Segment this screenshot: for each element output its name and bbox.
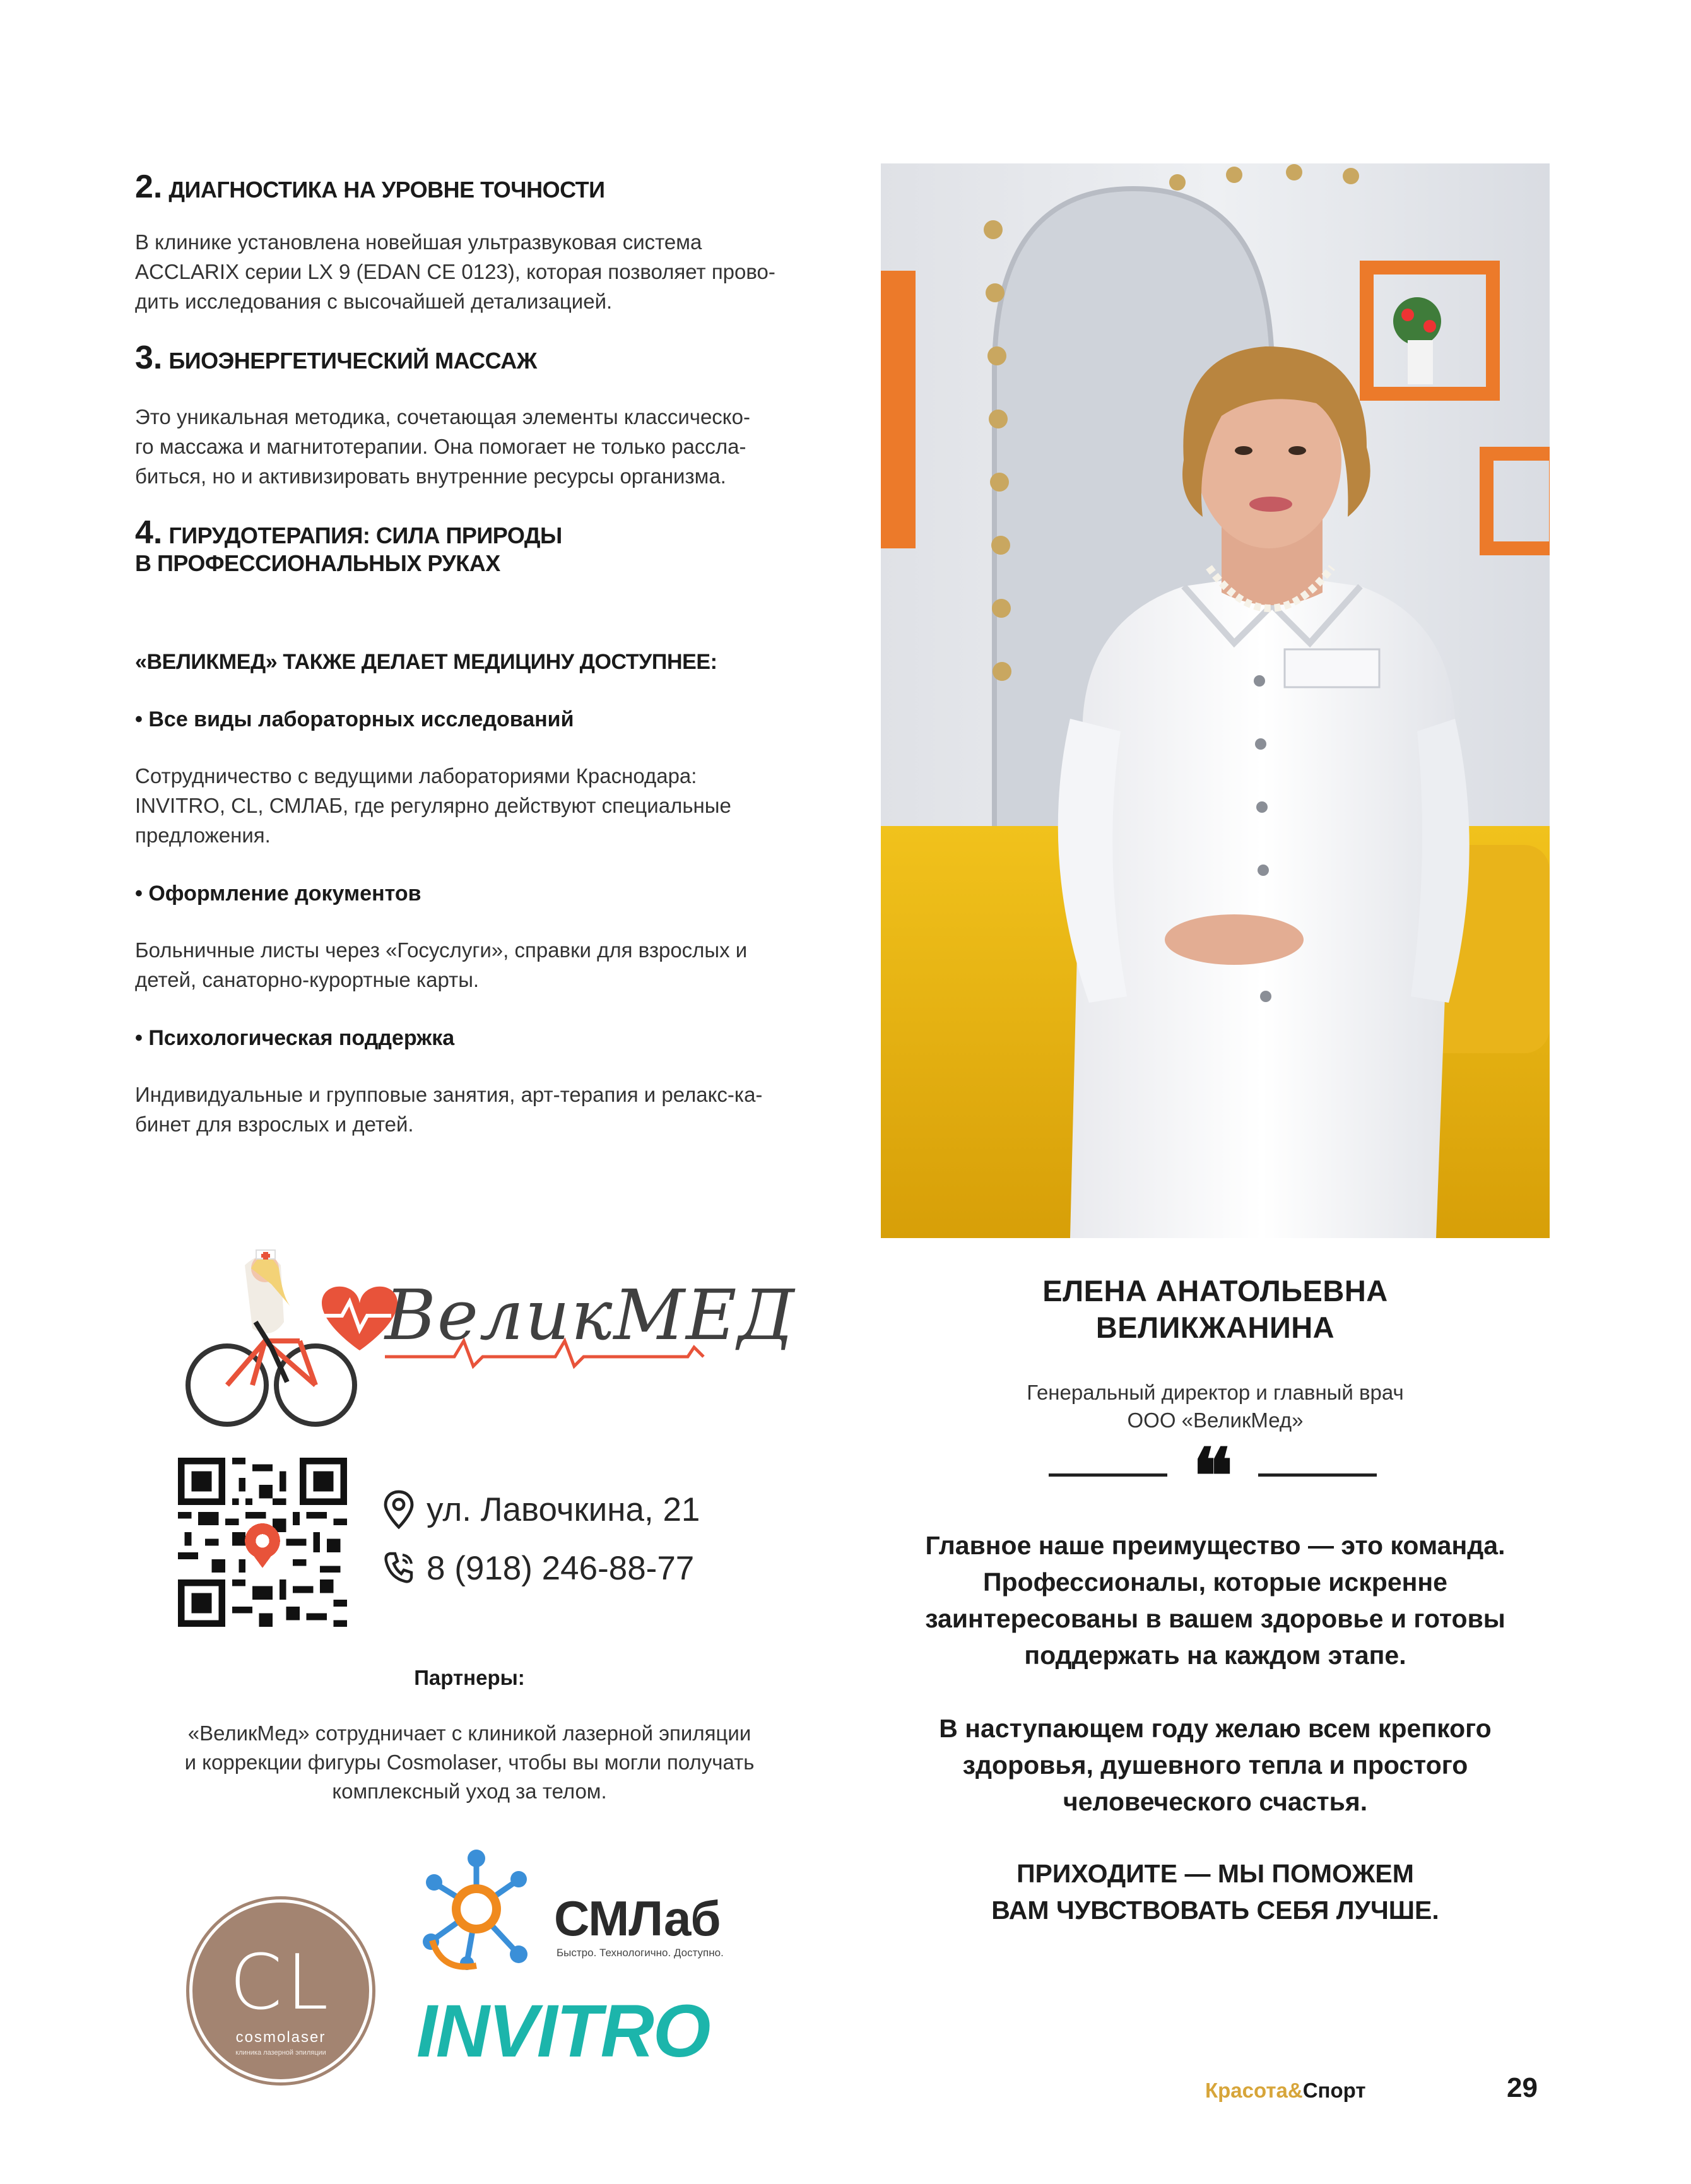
cosmolaser-letters: CL <box>229 1939 333 2027</box>
smlab-slogan: Быстро. Технологично. Доступно. <box>557 1947 724 1959</box>
magazine-brand <box>1205 2079 1366 2103</box>
address-text: ул. Лавочкина, 21 <box>427 1491 700 1528</box>
quote-paragraph-1 <box>881 1527 1550 1673</box>
nurse-bicycle-icon <box>188 1250 355 1424</box>
quote-paragraph-2 <box>881 1710 1550 1820</box>
invitro-logo: INVITRO <box>416 1990 710 2073</box>
quote-divider-left <box>1049 1473 1167 1477</box>
qr-code-icon <box>178 1458 347 1627</box>
smlab-molecule-icon <box>416 1846 536 1972</box>
text-line: Профессионалы, которые искренне <box>983 1567 1447 1597</box>
text-line: поддержать на каждом этапе. <box>1024 1641 1406 1670</box>
page-number: 29 <box>1507 2072 1538 2103</box>
text-line: ПРИХОДИТЕ — МЫ ПОМОЖЕМ <box>1016 1859 1414 1888</box>
text-line: Главное наше преимущество — это команда. <box>925 1531 1505 1560</box>
text-line: человеческого счастья. <box>1063 1787 1368 1816</box>
brand-part-1: Красота <box>1205 2079 1288 2102</box>
text-line: заинтересованы в вашем здоровье и готовы <box>925 1604 1505 1633</box>
partners-text <box>135 1719 804 1806</box>
text-line: дить исследования с высочайшей детализацией. <box>135 290 613 313</box>
phone-icon <box>382 1550 415 1585</box>
section-number: 4. <box>135 514 163 551</box>
doctor-name-line-1: ЕЛЕНА АНАТОЛЬЕВНА <box>1042 1274 1388 1307</box>
qr-code <box>178 1458 347 1627</box>
text-line: В наступающем году желаю всем крепкого <box>939 1714 1492 1743</box>
section-2-paragraph <box>135 227 804 316</box>
bullet-psy-text <box>135 1080 804 1139</box>
section-title: ДИАГНОСТИКА НА УРОВНЕ ТОЧНОСТИ <box>168 177 605 203</box>
text-line: ВАМ ЧУВСТВОВАТЬ СЕБЯ ЛУЧШЕ. <box>991 1896 1439 1925</box>
bullet-lab-text <box>135 761 804 850</box>
text-line: ACCLARIX серии LX 9 (EDAN CE 0123), которая позволяет прово- <box>135 260 775 283</box>
smlab-name: СМЛаб <box>554 1891 721 1946</box>
phone-text: 8 (918) 246-88-77 <box>427 1550 695 1587</box>
doctor-photo-illustration <box>881 163 1550 1238</box>
doctor-role <box>881 1379 1550 1434</box>
bullet-lab-title: • Все виды лабораторных исследований <box>135 707 574 731</box>
section-3-heading <box>135 341 804 374</box>
brand-ampersand: & <box>1287 2079 1303 2102</box>
section-title: БИОЭНЕРГЕТИЧЕСКИЙ МАССАЖ <box>168 348 537 374</box>
cosmolaser-logo <box>189 1899 372 2082</box>
bullet-docs-text <box>135 935 804 995</box>
text-line: детей, санаторно-курортные карты. <box>135 968 480 991</box>
doctor-role-line-1: Генеральный директор и главный врач <box>1027 1381 1404 1404</box>
brand-part-2: Спорт <box>1302 2079 1366 2102</box>
doctor-name-line-2: ВЕЛИКЖАНИНА <box>1095 1311 1335 1344</box>
section-number: 2. <box>135 168 163 205</box>
section-2-heading <box>135 170 804 203</box>
text-line: го массажа и магнитотерапии. Она помогает не только рассла- <box>135 435 746 458</box>
cosmolaser-name: cosmolaser <box>235 2029 326 2046</box>
accessible-heading: «ВЕЛИКМЕД» ТАКЖЕ ДЕЛАЕТ МЕДИЦИНУ ДОСТУПНЕЕ: <box>135 650 717 674</box>
quote-paragraph-3 <box>881 1855 1550 1928</box>
text-line: Это уникальная методика, сочетающая элементы классическо- <box>135 405 750 428</box>
text-line: «ВеликМед» сотрудничает с клиникой лазерной эпиляции <box>187 1721 751 1745</box>
section-3-paragraph <box>135 402 804 491</box>
text-line: Индивидуальные и групповые занятия, арт-терапия и релакс-ка- <box>135 1083 763 1106</box>
text-line: и коррекции фигуры Cosmolaser, чтобы вы могли получать <box>184 1750 755 1774</box>
text-line: В клинике установлена новейшая ультразвуковая система <box>135 230 702 254</box>
section-4-heading <box>135 516 804 577</box>
quote-divider-right <box>1258 1473 1377 1477</box>
velikmed-logo <box>177 1246 796 1436</box>
text-line: INVITRO, CL, СМЛАБ, где регулярно действуют специальные <box>135 794 731 817</box>
text-line: биться, но и активизировать внутренние ресурсы организма. <box>135 464 726 488</box>
location-pin-icon <box>382 1489 415 1530</box>
cosmolaser-sub: клиника лазерной эпиляции <box>235 2049 326 2057</box>
section-number: 3. <box>135 339 163 376</box>
text-line: бинет для взрослых и детей. <box>135 1113 414 1136</box>
doctor-role-line-2: ООО «ВеликМед» <box>1127 1408 1304 1432</box>
smlab-logo <box>416 1846 745 1985</box>
section-title-line-1: ГИРУДОТЕРАПИЯ: СИЛА ПРИРОДЫ <box>168 522 562 548</box>
text-line: здоровья, душевного тепла и простого <box>962 1750 1468 1780</box>
text-line: предложения. <box>135 823 271 847</box>
section-title-line-2: В ПРОФЕССИОНАЛЬНЫХ РУКАХ <box>135 550 500 576</box>
text-line: Больничные листы через «Госуслуги», справки для взрослых и <box>135 938 748 962</box>
velikmed-logo-text: ВеликМЕД <box>385 1275 796 1355</box>
doctor-photo <box>881 163 1550 1238</box>
bullet-psy-title: • Психологическая поддержка <box>135 1026 455 1050</box>
text-line: Сотрудничество с ведущими лабораториями Краснодара: <box>135 764 697 788</box>
partners-title: Партнеры: <box>414 1666 525 1689</box>
article-left-column <box>135 170 804 1139</box>
bullet-docs-title: • Оформление документов <box>135 882 421 906</box>
quote-mark-icon: ❝ <box>1192 1432 1234 1521</box>
doctor-name <box>881 1273 1550 1346</box>
text-line: комплексный уход за телом. <box>332 1780 607 1803</box>
